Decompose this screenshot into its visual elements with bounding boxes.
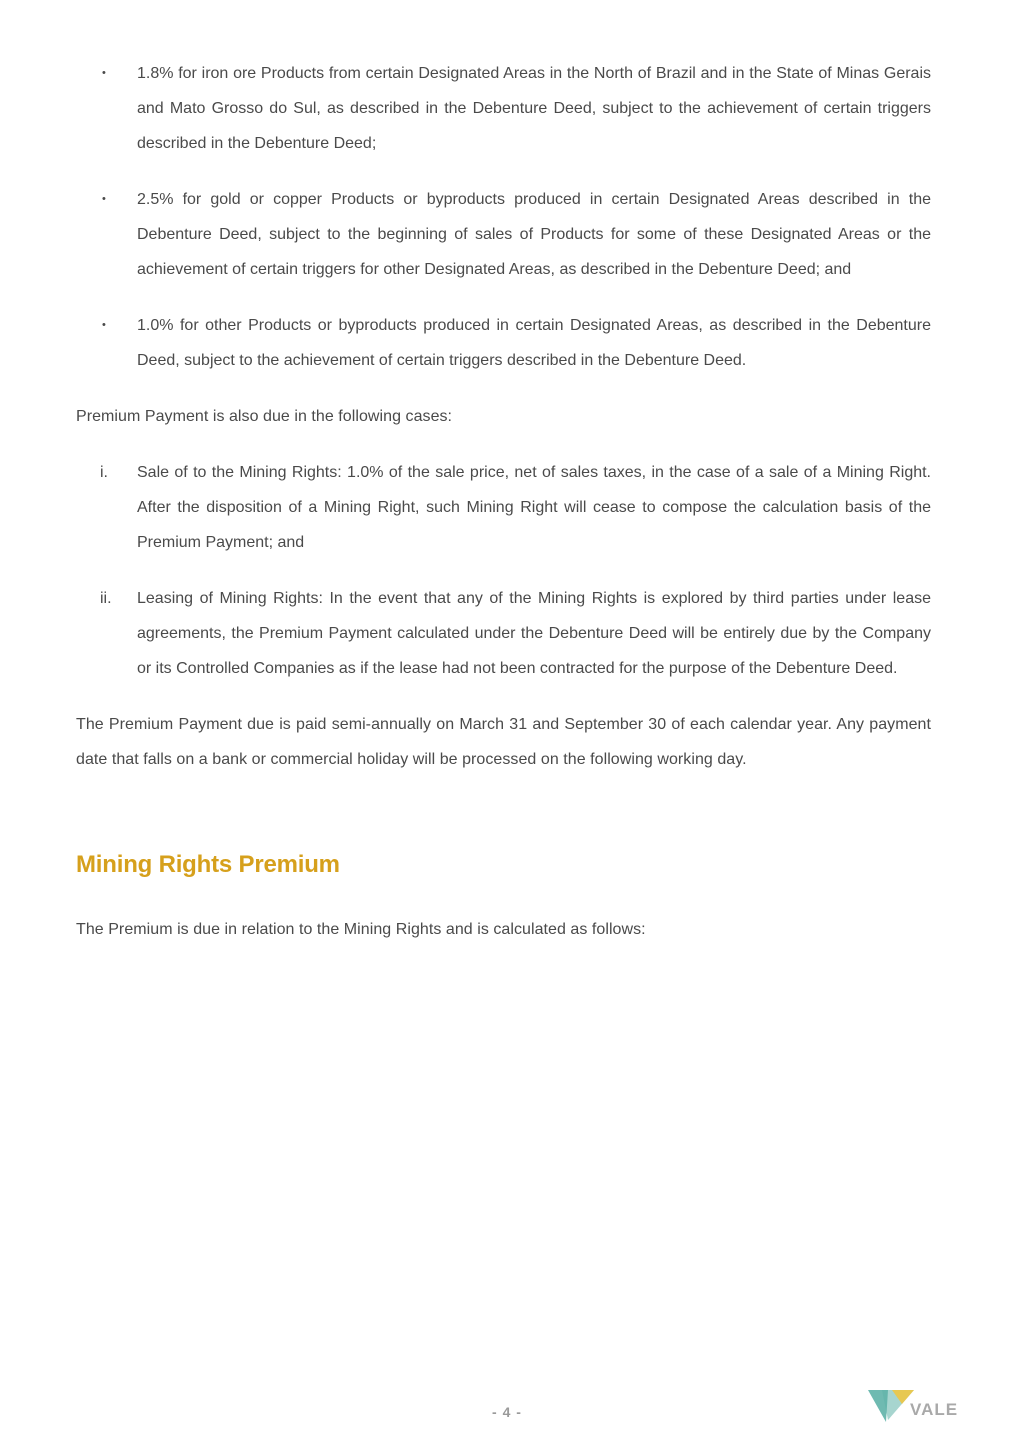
section-heading: Mining Rights Premium (76, 851, 340, 878)
document-body (76, 56, 931, 947)
payment-schedule-paragraph: The Premium Payment due is paid semi-annually on March 31 and September 30 of each calendar year. Any payment date that falls on a bank or commercial holiday will be processed on the following working day. (76, 716, 931, 768)
page-number: - 4 - (492, 1404, 522, 1420)
case-text: Leasing of Mining Rights: In the event that any of the Mining Rights is explored by third parties under lease agreements, the Premium Payment calculated under the Debenture Deed will be entirely due by the Company or its Controlled Companies as if the lease had not been contracted for the purpose of the Debenture Deed. (137, 590, 931, 677)
section-intro-paragraph: The Premium is due in relation to the Mining Rights and is calculated as follows: (76, 921, 646, 938)
bullet-text: 1.8% for iron ore Products from certain Designated Areas in the North of Brazil and in the State of Minas Gerais and Mato Grosso do Sul, as described in the Debenture Deed, subject to the achievement of certain triggers described in the Debenture Deed; (137, 65, 931, 152)
vale-logo (866, 1386, 966, 1426)
bullet-item-iron-ore (76, 56, 931, 161)
bullet-item-other-products (76, 308, 931, 378)
bullet-text: 2.5% for gold or copper Products or byproducts produced in certain Designated Areas described in the Debenture Deed, subject to the beginning of sales of Products for some of these Designated Areas or the achievement of certain triggers for other Designated Areas, as described in the Debenture Deed; and (137, 191, 931, 278)
bullet-text: 1.0% for other Products or byproducts produced in certain Designated Areas, as described in the Debenture Deed, subject to the achievement of certain triggers described in the Debenture Deed. (137, 317, 931, 369)
bullet-marker: • (102, 319, 106, 331)
vale-logo-mark-icon (866, 1386, 914, 1426)
bullet-item-gold-copper (76, 182, 931, 287)
case-marker: i. (100, 464, 108, 481)
case-marker: ii. (100, 590, 112, 607)
case-item-leasing (76, 581, 931, 686)
case-item-sale (76, 455, 931, 560)
premium-intro-paragraph: Premium Payment is also due in the following cases: (76, 408, 453, 425)
bullet-marker: • (102, 193, 106, 205)
case-text: Sale of to the Mining Rights: 1.0% of the sale price, net of sales taxes, in the case of a sale of a Mining Right. After the disposition of a Mining Right, such Mining Right will cease to compose the calculation basis of the Premium Payment; and (137, 464, 931, 551)
vale-logo-text: VALE (910, 1400, 959, 1419)
bullet-marker: • (102, 67, 106, 79)
